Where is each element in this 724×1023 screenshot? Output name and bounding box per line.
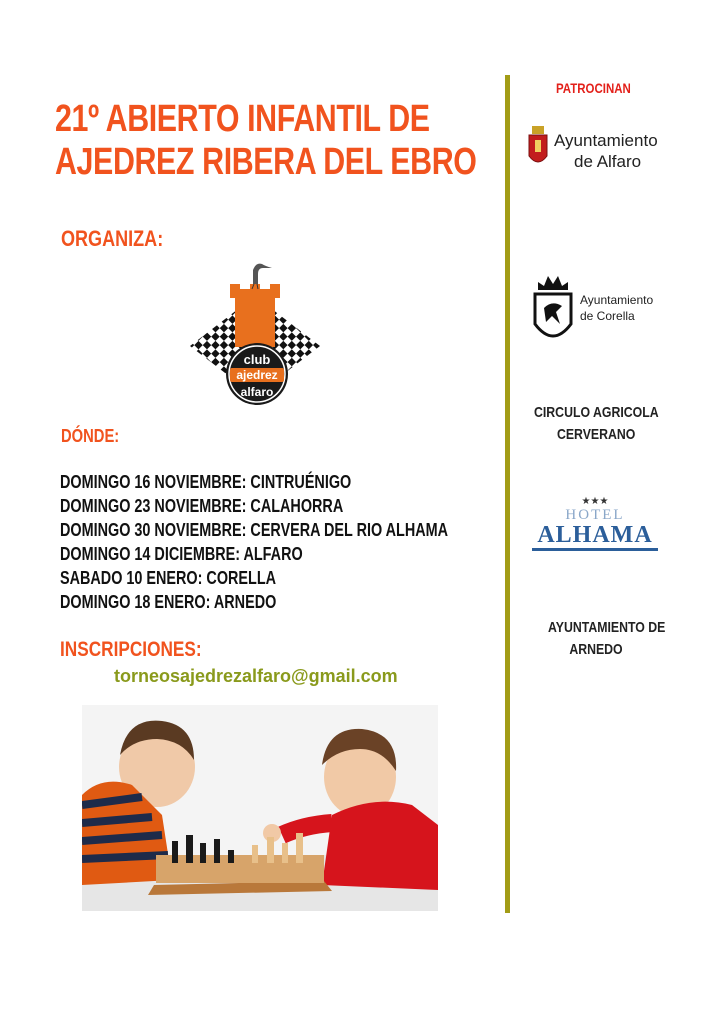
title-line-1: 21º ABIERTO INFANTIL DE <box>55 98 430 140</box>
schedule-list <box>60 470 448 614</box>
organiza-label: ORGANIZA: <box>61 226 164 251</box>
alfaro-line-2: de Alfaro <box>574 152 642 171</box>
schedule-item: DOMINGO 30 NOVIEMBRE: CERVERA DEL RIO ALHAMA <box>60 520 449 540</box>
poster-title <box>55 98 477 184</box>
club-logo-line-3: alfaro <box>240 385 274 399</box>
schedule-item: SABADO 10 ENERO: CORELLA <box>60 568 277 588</box>
club-ajedrez-alfaro-logo <box>190 256 320 406</box>
alfaro-coat-of-arms-icon <box>527 126 549 170</box>
circulo-agricola-text <box>534 402 659 446</box>
hotel-stars-icon: ★★★ <box>581 496 609 507</box>
vertical-divider <box>505 75 510 913</box>
alfaro-logo-text <box>554 130 658 172</box>
hotel-alhama-logo <box>532 496 658 551</box>
corella-coat-of-arms-icon <box>532 272 574 350</box>
schedule-item: DOMINGO 18 ENERO: ARNEDO <box>60 592 277 612</box>
sponsors-label: PATROCINAN <box>556 80 631 96</box>
kids-playing-chess-photo <box>82 705 438 911</box>
email-link[interactable]: torneosajedrezalfaro@gmail.com <box>114 666 398 686</box>
hotel-line-2: ALHAMA <box>537 522 653 548</box>
title-line-2: AJEDREZ RIBERA DEL EBRO <box>55 141 477 183</box>
donde-label: DÓNDE: <box>61 426 120 446</box>
schedule-item: DOMINGO 16 NOVIEMBRE: CINTRUÉNIGO <box>60 472 352 492</box>
corella-line-2: de Corella <box>580 309 635 323</box>
alfaro-line-1: Ayuntamiento <box>554 131 658 150</box>
corella-line-1: Ayuntamiento <box>580 293 654 307</box>
circulo-line-1: CIRCULO AGRICOLA <box>534 404 659 421</box>
club-logo-line-2: ajedrez <box>236 368 278 382</box>
inscripciones-label: INSCRIPCIONES: <box>60 638 202 661</box>
arnedo-text <box>548 617 665 661</box>
corella-logo-text <box>580 292 653 324</box>
schedule-item: DOMINGO 23 NOVIEMBRE: CALAHORRA <box>60 496 344 516</box>
hotel-line-1: HOTEL <box>565 507 625 523</box>
arnedo-line-2: ARNEDO <box>569 641 623 658</box>
club-logo-line-1: club <box>243 352 271 367</box>
schedule-item: DOMINGO 14 DICIEMBRE: ALFARO <box>60 544 303 564</box>
arnedo-line-1: AYUNTAMIENTO DE <box>548 619 666 636</box>
circulo-line-2: CERVERANO <box>556 426 636 443</box>
